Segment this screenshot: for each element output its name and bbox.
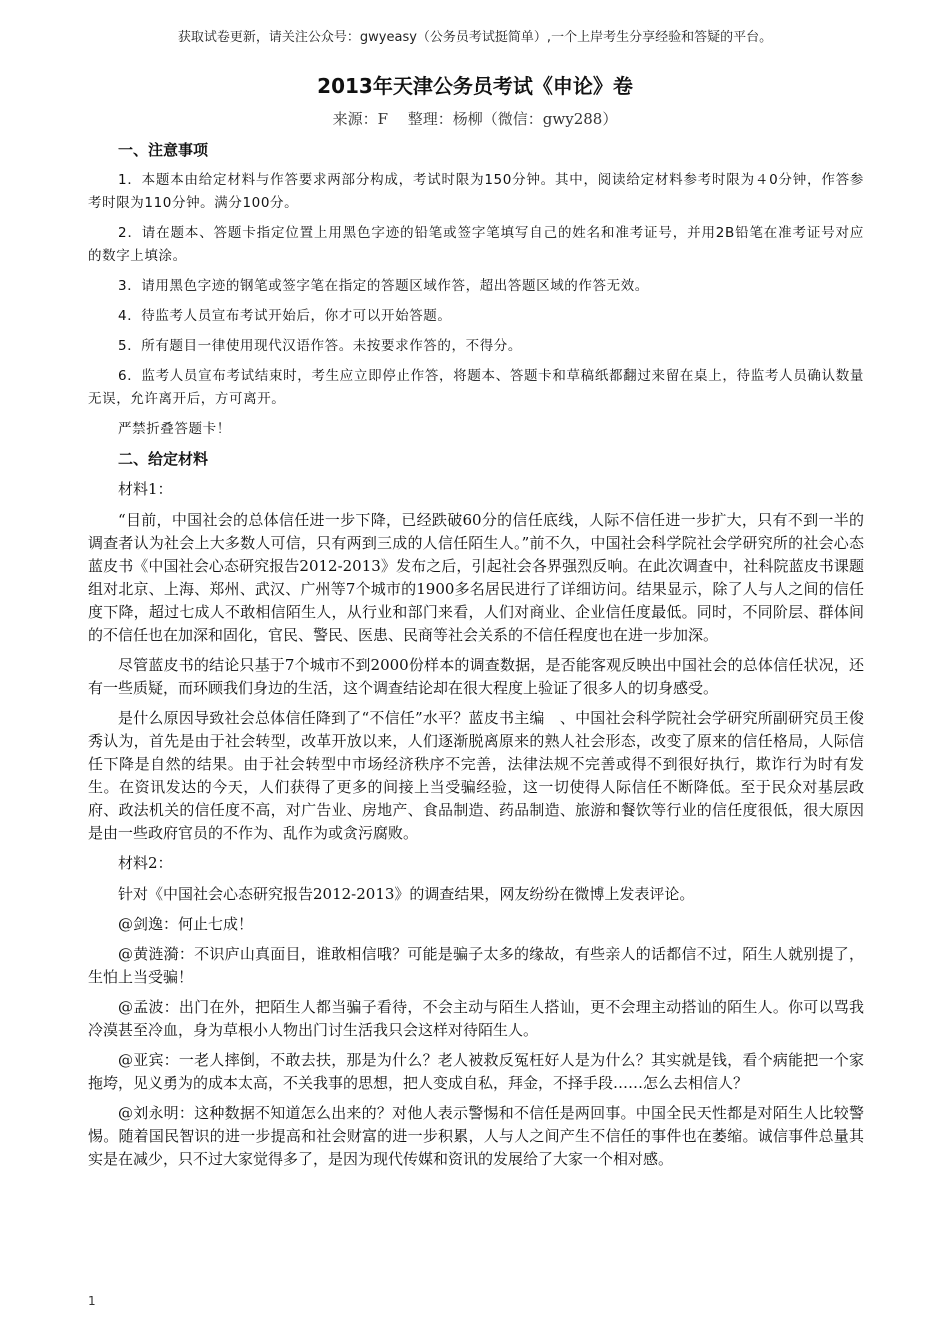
material-2-paragraph: 针对《中国社会心态研究报告2012-2013》的调查结果，网友纷纷在微博上发表评论。	[118, 885, 695, 903]
material-1-paragraph: “目前，中国社会的总体信任进一步下降，已经跌破60分的信任底线，人际不信任进一步扩大，只有不到一半的调查者认为社会上大多数人可信，只有两到三成的人信任陌生人。”前不久，中国社会科学院社会学研究所的社会心态蓝皮书《中国社会心态研究报告2012-2013》发布之后，引起社会各界强烈反响。在此次调查中，社科院蓝皮书课题组对北京、上海、郑州、武汉、广州等7个城市的1900多名居民进行了详细访问。结果显示，除了人与人之间的信任度下降，超过七成人不敢相信陌生人，从行业和部门来看，人们对商业、企业信任度最低。同时，不同阶层、群体间的不信任也在加深和固化，官民、警民、医患、民商等社会关系的不信任程度也在进一步加深。	[88, 511, 864, 644]
page-title: 2013年天津公务员考试《申论》卷	[317, 74, 633, 98]
header-note: 获取试卷更新，请关注公众号：gwyeasy（公务员考试挺简单）,一个上岸考生分享经验和答疑的平台。	[177, 30, 773, 45]
material-1-paragraph: 是什么原因导致社会总体信任降到了“不信任”水平？蓝皮书主编 、中国社会科学院社会学研究所副研究员王俊秀认为，首先是由于社会转型，改革开放以来，人们逐渐脱离原来的熟人社会形态，改变了原来的信任格局，人际信任下降是自然的结果。由于社会转型中市场经济秩序不完善，法律法规不完善或得不到很好执行，欺诈行为时有发生。在资讯发达的今天，人们获得了更多的间接上当受骗经验，这一切使得人际信任不断降低。至于民众对基层政府、政法机关的信任度不高，对广告业、房地产、食品制造、药品制造、旅游和餐饮等行业的信任度很低，很大原因是由一些政府官员的不作为、乱作为或贪污腐败。	[88, 709, 864, 842]
notice-warning: 严禁折叠答题卡！	[118, 421, 231, 437]
section-heading-materials: 二、给定材料	[118, 450, 209, 468]
page-number: 1	[88, 1294, 96, 1308]
source-line: 来源：F 整理：杨柳（微信：gwy288）	[332, 110, 618, 128]
material-1-paragraph: 尽管蓝皮书的结论只基于7个城市不到2000份样本的调查数据，是否能客观反映出中国社会的总体信任状况，还有一些质疑，而环顾我们身边的生活，这个调查结论却在很大程度上验证了很多人的切身感受。	[88, 656, 864, 697]
weibo-comment: @黄涟漪：不识庐山真面目，谁敢相信哦？可能是骗子太多的缘故，有些亲人的话都信不过，陌生人就别提了，生怕上当受骗！	[88, 945, 864, 986]
weibo-comment: @孟波：出门在外，把陌生人都当骗子看待，不会主动与陌生人搭讪，更不会理主动搭讪的陌生人。你可以骂我冷漠甚至冷血，身为草根小人物出门讨生活我只会这样对待陌生人。	[88, 998, 864, 1039]
document-body	[88, 136, 864, 1178]
section-heading-notice: 一、注意事项	[118, 141, 209, 159]
weibo-comment: @亚宾：一老人摔倒，不敢去扶，那是为什么？老人被救反冤枉好人是为什么？其实就是钱，看个病能把一个家拖垮，见义勇为的成本太高，不关我事的思想，把人变成自私，拜金，不择手段……怎么去相信人？	[88, 1051, 864, 1092]
notice-item: 1．本题本由给定材料与作答要求两部分构成，考试时限为150分钟。其中，阅读给定材料参考时限为４0分钟，作答参考时限为110分钟。满分100分。	[88, 172, 864, 211]
notice-item: 6．监考人员宣布考试结束时，考生应立即停止作答，将题本、答题卡和草稿纸都翻过来留在桌上，待监考人员确认数量无误，允许离开后，方可离开。	[88, 368, 864, 407]
notice-item: 2．请在题本、答题卡指定位置上用黑色字迹的铅笔或签字笔填写自己的姓名和准考证号，并用2B铅笔在准考证号对应的数字上填涂。	[88, 225, 864, 264]
notice-item: 4．待监考人员宣布考试开始后，你才可以开始答题。	[118, 308, 452, 324]
weibo-comment: @刘永明：这种数据不知道怎么出来的？对他人表示警惕和不信任是两回事。中国全民天性都是对陌生人比较警惕。随着国民智识的进一步提高和社会财富的进一步积累，人与人之间产生不信任的事件也在萎缩。诚信事件总量其实是在减少，只不过大家觉得多了，是因为现代传媒和资讯的发展给了大家一个相对感。	[88, 1104, 864, 1168]
notice-item: 5．所有题目一律使用现代汉语作答。未按要求作答的，不得分。	[118, 338, 522, 354]
material-2-label: 材料2：	[118, 854, 173, 872]
notice-item: 3．请用黑色字迹的钢笔或签字笔在指定的答题区域作答，超出答题区域的作答无效。	[118, 278, 649, 294]
material-1-label: 材料1：	[118, 480, 173, 498]
weibo-comment: @剑逸：何止七成！	[118, 915, 254, 933]
